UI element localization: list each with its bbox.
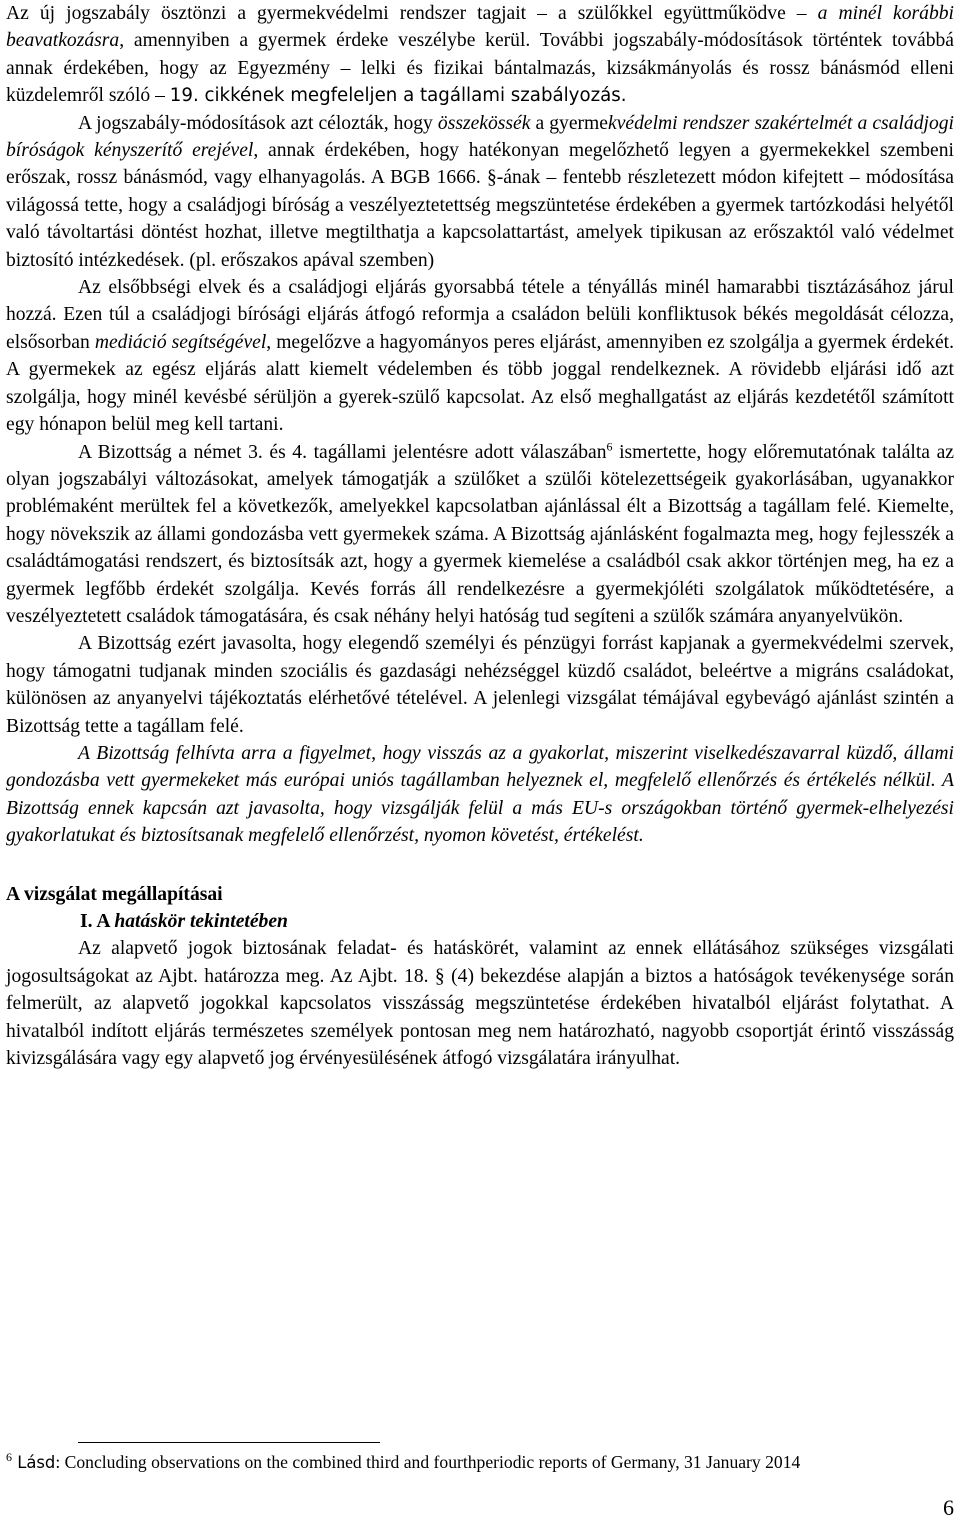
paragraph-2-emphasis: összekössék xyxy=(437,112,531,134)
paragraph-1-emphasis: a minél korábbi beavatkozásra xyxy=(6,3,954,52)
subsection-heading xyxy=(6,908,954,935)
paragraph-3-text-end: , megelőzve a hagyományos peres eljárást, amennyiben ez szolgálja a gyermek érdekét. A gyermekek az egész eljárás alatt kiemelt védelemben és több joggal rendelkeznek. A rövidebb eljárási idő azt szolgálja, hogy minél kevésbé sérüljön a gyerek-szülő kapcsolat. Az első meghallgatást az eljárás kezdetétől számított egy hónapon belül meg kell tartani. xyxy=(6,331,954,436)
paragraph-6 xyxy=(6,740,954,850)
paragraph-6-emphasis: A Bizottság felhívta arra a figyelmet, hogy visszás az a gyakorlat, miszerint viselkedészavarral küzdő, állami gondozásba vett gyermekeket más európai uniós tagállamban helyeznek el, megfelelő ellenőrzés és értékelés nélkül. A Bizottság ennek kapcsán azt javasolta, hogy vizsgálják felül a más EU-s országokban történő gyermek-elhelyezési gyakorlatukat és biztosítsanak megfelelő ellenőrzést, nyomon követést, értékelést. xyxy=(6,742,954,847)
paragraph-3 xyxy=(6,274,954,438)
paragraph-7: Az alapvető jogok biztosának feladat- és hatáskörét, valamint az ennek ellátásához szükséges vizsgálati jogosultságokat az Ajbt. határozza meg. Az Ajbt. 18. § (4) bekezdése alapján a biztos a hatóságok tevékenysége során felmerült, az alapvető jogokkal kapcsolatos visszásság megszüntetése érdekében hivatalból eljárást folytathat. A hivatalból indított eljárás természetes személyek pontosan meg nem határozható, nagyobb csoportját érintő visszásság kivizsgálására vagy egy alapvető jog érvényesülésének átfogó vizsgálatára irányulhat. xyxy=(6,938,954,1070)
paragraph-5: A Bizottság ezért javasolta, hogy elegendő személyi és pénzügyi forrást kapjanak a gyermekvédelmi szervek, hogy támogatni tudjanak minden szociális és gazdasági nehézséggel küzdő családot, beleértve a migráns családokat, különösen az anyanyelvi tájékoztatás elérhetővé tételével. A jelenlegi vizsgálat témájával egybevágó ajánlást szintén a Bizottság tette a tagállam felé. xyxy=(6,633,954,737)
paragraph-2-text: A jogszabály-módosítások azt célozták, hogy xyxy=(78,112,438,134)
paragraph-2-text-cont: a gyerme xyxy=(530,112,608,134)
footnote-reference[interactable]: 6 xyxy=(606,438,613,453)
document-page xyxy=(6,0,954,1072)
paragraph-4-text: A Bizottság a német 3. és 4. tagállami jelentésre adott válaszában xyxy=(78,441,607,463)
paragraph-3-emphasis: mediáció segítségével xyxy=(94,331,267,353)
paragraph-1-text: Az új jogszabály ösztönzi a gyermekvédelmi rendszer tagjait – a szülőkkel együttműködve – xyxy=(6,3,818,24)
page-number: 6 xyxy=(943,1495,954,1520)
paragraph-1-sans-text: 19. cikkének megfeleljen a tagállami szabályozás. xyxy=(169,85,627,107)
paragraph-2-emphasis-2: kvédelmi rendszer szakértelmét a családjogi bíróságok kényszerítő erejével xyxy=(6,112,954,162)
paragraph-1-text-cont: , amennyiben a gyermek érdeke veszélybe kerül. További jogszabály-módosítások történtek továbbá annak érdekében, hogy az Egyezmény – lelki és fizikai bántalmazás, kizsákmányolás és rossz bánásmód elleni küzdelemről szóló – xyxy=(6,30,954,107)
footnote xyxy=(6,1450,954,1475)
footnote-separator xyxy=(78,1442,380,1443)
section-heading: A vizsgálat megállapításai xyxy=(6,883,223,905)
paragraph-3-text: Az elsőbbségi elvek és a családjogi eljárás gyorsabbá tétele a tényállás minél hamarabbi tisztázásához járul hozzá. Ezen túl a családjogi bírósági eljárás átfogó reformja a családon belüli konfliktusok békés megoldását célozza, elsősorban xyxy=(6,277,954,353)
paragraph-1 xyxy=(6,0,954,110)
footnote-number: 6 xyxy=(6,1450,12,1465)
paragraph-2-text-end: , annak érdekében, hogy hatékonyan megelőzhető legyen a gyermekekkel szembeni erőszak, rossz bánásmód, vagy elhanyagolás. A BGB 1666. §-ának – fentebb részletezett módon kifejtett – módosítása világossá tette, hogy a családjogi bíróság a veszélyeztetettség megszüntetése érdekében a gyermek tartózkodási helyétől való távoltartási döntést hozhat, illetve megtilthatja a kapcsolattartást, amelyek tipikusan az erőszaktól való védelmet biztosító intézkedések. (pl. erőszakos apával szemben) xyxy=(6,140,954,271)
paragraph-4 xyxy=(6,439,954,631)
paragraph-2 xyxy=(6,110,954,274)
subsection-prefix: I. A xyxy=(80,911,115,932)
footnote-text: : Concluding observations on the combined third and fourthperiodic reports of Germany, 31 January 2014 xyxy=(55,1452,801,1472)
subsection-title: hatáskör tekintetében xyxy=(114,911,288,932)
footnote-lasd: Lásd xyxy=(12,1453,56,1472)
paragraph-4-text-end: ismertette, hogy előremutatónak találta az olyan jogszabályi változásokat, amelyek támogatják a szülőket a szülői kötelezettségeik gyakorlásában, ugyanakkor problémaként merültek fel a következők, amelyekkel kapcsolatban ajánlással élt a Bizottság a tagállam felé. Kiemelte, hogy növekszik az állami gondozásba vett gyermekek száma. A Bizottság ajánlásként fogalmazta meg, hogy fejlesszék a családtámogatási rendszert, és biztosítsák azt, hogy a gyermek kiemelése a családból csak akkor történjen meg, ha ez a gyermek legfőbb érdekét szolgálja. Kevés forrás áll rendelkezésre a gyermekjóléti szolgálatok működtetésére, a veszélyeztetett családok támogatására, és csak néhány helyi hatóság tud segíteni a szülők számára anyanyelvükön. xyxy=(6,441,954,627)
